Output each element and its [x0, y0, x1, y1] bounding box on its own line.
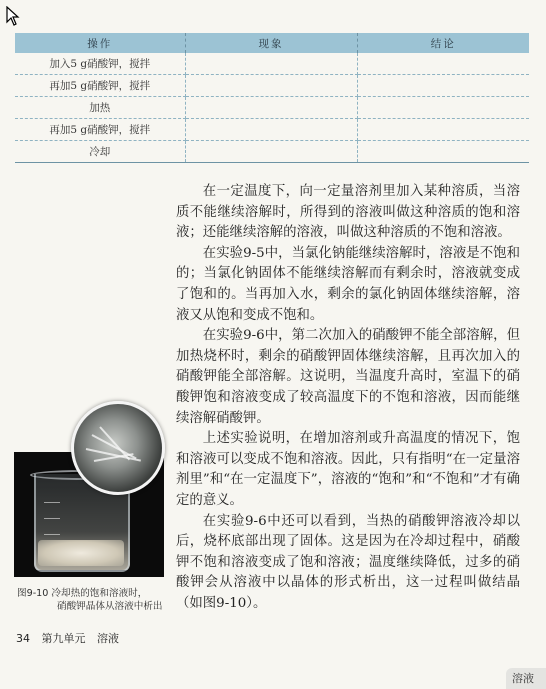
conclusion-cell: [357, 119, 529, 141]
phenomenon-cell: [185, 141, 357, 163]
paragraph: 在实验9-5中，当氯化钠能继续溶解时，溶液是不饱和的；当氯化钠固体不能继续溶解而有剩余时，溶液就变成了饱和的。当再加入水，剩余的氯化钠固体继续溶解，溶液又从饱和变成不饱和。: [176, 245, 520, 323]
conclusion-cell: [357, 75, 529, 97]
caption-line-1: 图9-10 冷却热的饱和溶液时，: [17, 588, 148, 599]
figure-caption: [17, 587, 177, 613]
mouse-cursor-icon: [6, 6, 20, 26]
experiment-table: [15, 33, 529, 163]
crystal-closeup-inset: [71, 401, 165, 495]
operation-cell: 再加5 g硝酸钾，搅拌: [15, 75, 185, 97]
operation-cell: 冷却: [15, 141, 185, 163]
table-header-row: [15, 33, 529, 53]
body-text: [176, 182, 520, 614]
operation-cell: 再加5 g硝酸钾，搅拌: [15, 119, 185, 141]
page-footer: [16, 630, 127, 646]
phenomenon-cell: [185, 75, 357, 97]
table-row: [15, 119, 529, 141]
table-row: [15, 97, 529, 119]
operation-cell: 加入5 g硝酸钾，搅拌: [15, 53, 185, 75]
header-conclusion: 结论: [357, 33, 529, 53]
operation-cell: 加热: [15, 97, 185, 119]
paragraph: 在实验9-6中，第二次加入的硝酸钾不能全部溶解，但加热烧杯时，剩余的硝酸钾固体继续溶解，且再次加入的硝酸钾能全部溶解。这说明，当温度升高时，室温下的硝酸钾饱和溶液变成了较高温度下的不饱和溶液，因而能继续溶解硝酸钾。: [176, 328, 520, 426]
caption-line-2: 硝酸钾晶体从溶液中析出: [57, 601, 163, 612]
conclusion-cell: [357, 97, 529, 119]
corner-tab[interactable]: 溶液: [506, 668, 546, 689]
paragraph: 在实验9-6中还可以看到，当热的硝酸钾溶液冷却以后，烧杯底部出现了固体。这是因为在冷却过程中，硝酸钾不饱和溶液变成了饱和溶液；温度继续降低，过多的硝酸钾会从溶液中以晶体的形式析出，这一过程叫做结晶（如图9-10）。: [176, 513, 520, 611]
table-row: [15, 75, 529, 97]
phenomenon-cell: [185, 53, 357, 75]
unit-title: 第九单元: [41, 632, 86, 645]
beaker-scale-mark: [44, 518, 60, 519]
phenomenon-cell: [185, 119, 357, 141]
paragraph: 上述实验说明，在增加溶剂或升高温度的情况下，饱和溶液可以变成不饱和溶液。因此，只有指明“在一定量溶剂里”和“在一定温度下”，溶液的“饱和”和“不饱和”才有确定的意义。: [176, 431, 520, 508]
paragraph: 在一定温度下，向一定量溶剂里加入某种溶质，当溶质不能继续溶解时，所得到的溶液叫做这种溶质的饱和溶液；还能继续溶解的溶液，叫做这种溶质的不饱和溶液。: [176, 184, 520, 241]
conclusion-cell: [357, 53, 529, 75]
crystal-deposit: [38, 540, 124, 566]
header-phenomenon: 现象: [185, 33, 357, 53]
table-row: [15, 141, 529, 163]
header-operation: 操作: [15, 33, 185, 53]
topic-title: 溶液: [97, 632, 119, 645]
table-row: [15, 53, 529, 75]
beaker-scale-mark: [44, 534, 60, 535]
beaker-scale-mark: [44, 502, 60, 503]
page-number: 34: [16, 632, 30, 645]
conclusion-cell: [357, 141, 529, 163]
phenomenon-cell: [185, 97, 357, 119]
